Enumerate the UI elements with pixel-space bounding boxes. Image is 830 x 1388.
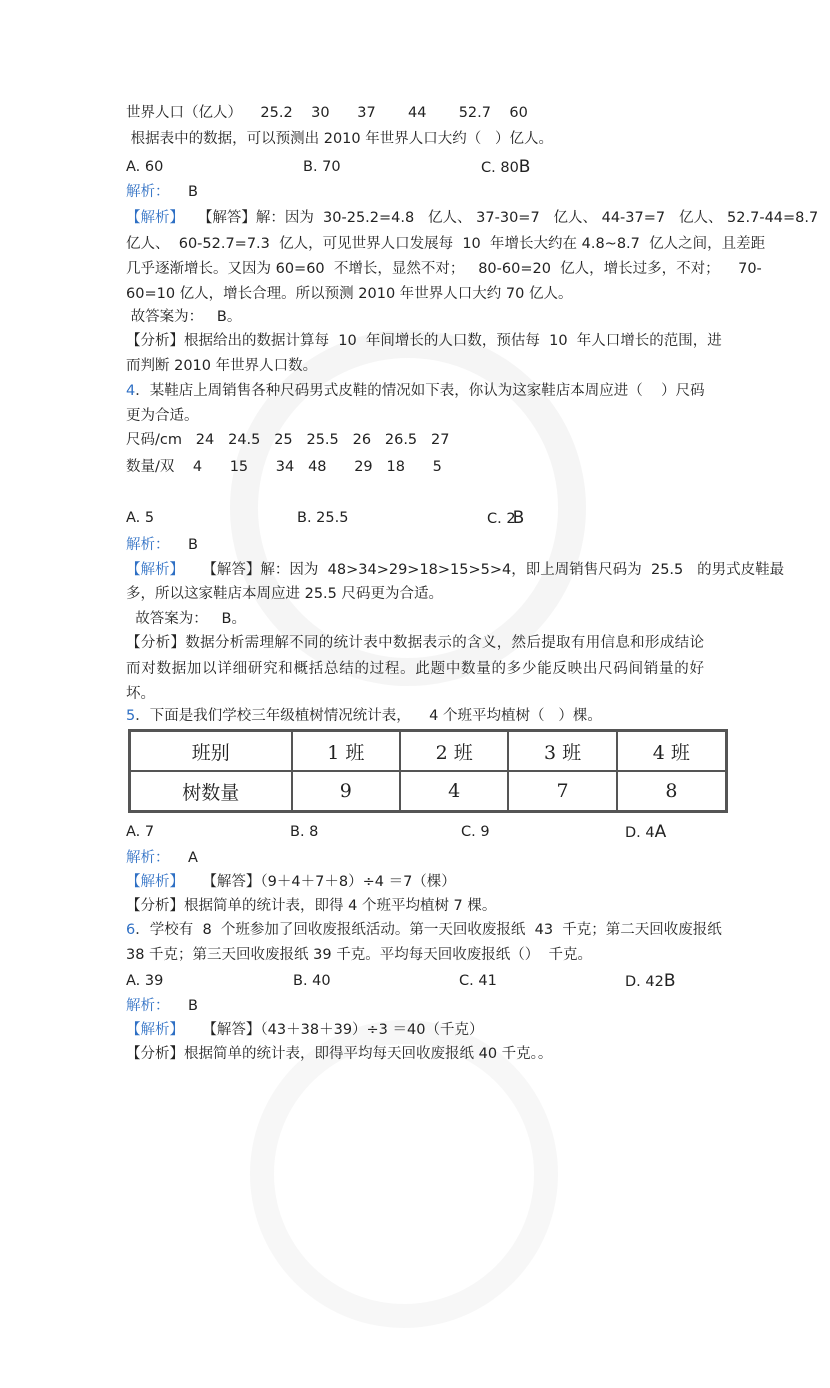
q3-solution-line-2: 亿人、 60-52.7=7.3 亿人，可见世界人口发展每 10 年增长大约在 4.8~8.7 亿人之间，且差距	[126, 236, 766, 252]
q6-answer: 解析： B	[126, 998, 198, 1014]
q5-option-a: A. 7	[126, 824, 155, 840]
q3-option-a: A. 60	[126, 159, 164, 175]
table-cell: 班别	[130, 731, 292, 772]
q3-analysis-line-1: 【分析】根据给出的数据计算每 10 年间增长的人口数，预估每 10 年人口增长的范围，进	[126, 333, 722, 349]
table-cell: 4 班	[617, 731, 727, 772]
q4-analysis-line-2: 而对数据加以详细研究和概括总结的过程。此题中数量的多少能反映出尺码间销量的好	[126, 661, 704, 677]
table-cell: 树数量	[130, 771, 292, 812]
shoe-quantity-row: 数量/双 4 15 34 48 29 18 5	[126, 459, 442, 475]
q4-conclusion: 故答案为： B。	[126, 611, 246, 627]
q6-option-c: C. 41	[459, 973, 497, 989]
q4-solution-line-1: 【解析】 【解答】解：因为 48>34>29>18>15>5>4，即上周销售尺码为 25.5 的男式皮鞋最	[126, 562, 785, 578]
q4-text-line-2: 更为合适。	[126, 408, 199, 424]
q4-analysis-line-3: 坏。	[126, 686, 155, 702]
table-cell: 4	[400, 771, 508, 812]
q4-option-b: B. 25.5	[297, 510, 349, 526]
q5-answer: 解析： A	[126, 850, 198, 866]
q3-option-c: C. 80B	[481, 157, 531, 177]
table-cell: 9	[292, 771, 400, 812]
q6-option-a: A. 39	[126, 973, 164, 989]
q5-option-b: B. 8	[290, 824, 319, 840]
q5-option-d: D. 4A	[625, 822, 667, 842]
q6-option-b: B. 40	[293, 973, 331, 989]
q4-option-a: A. 5	[126, 510, 155, 526]
q5-solution: 【解析】 【解答】（9＋4＋7＋8）÷4 ＝7（棵）	[126, 874, 456, 890]
q3-solution-line-3: 几乎逐渐增长。又因为 60=60 不增长，显然不对； 80-60=20 亿人，增长过多，不对； 70-	[126, 261, 762, 277]
q4-option-c: C. 2B	[487, 508, 525, 528]
q3-option-b: B. 70	[303, 159, 341, 175]
q4-text-line-1: 4．某鞋店上周销售各种尺码男式皮鞋的情况如下表，你认为这家鞋店本周应进（ ）尺码	[126, 383, 705, 399]
q3-solution-line-4: 60=10 亿人，增长合理。所以预测 2010 年世界人口大约 70 亿人。	[126, 286, 573, 302]
population-row: 世界人口（亿人） 25.2 30 37 44 52.7 60	[126, 105, 528, 121]
q6-solution: 【解析】 【解答】（43＋38＋39）÷3 ＝40（千克）	[126, 1022, 484, 1038]
q5-analysis: 【分析】根据简单的统计表，即得 4 个班平均植树 7 棵。	[126, 898, 497, 914]
q4-solution-line-2: 多，所以这家鞋店本周应进 25.5 尺码更为合适。	[126, 586, 444, 602]
shoe-size-row: 尺码/cm 24 24.5 25 25.5 26 26.5 27	[126, 432, 450, 448]
q6-analysis: 【分析】根据简单的统计表，即得平均每天回收废报纸 40 千克。。	[126, 1046, 553, 1062]
q3-solution-line-1: 【解析】 【解答】解：因为 30-25.2=4.8 亿人、 37-30=7 亿人、 44-37=7 亿人、 52.7-44=8.7	[126, 210, 819, 226]
q3-question: 根据表中的数据，可以预测出 2010 年世界人口大约（ ）亿人。	[126, 131, 554, 147]
table-row	[130, 771, 727, 812]
q3-answer: 解析： B	[126, 184, 198, 200]
q6-option-d: D. 42B	[625, 971, 676, 991]
q3-analysis-line-2: 而判断 2010 年世界人口数。	[126, 358, 318, 374]
q6-text-line-2: 38 千克；第三天回收废报纸 39 千克。平均每天回收废报纸（） 千克。	[126, 947, 592, 963]
table-cell: 8	[617, 771, 727, 812]
table-cell: 3 班	[508, 731, 616, 772]
q5-option-c: C. 9	[461, 824, 490, 840]
q6-text-line-1: 6．学校有 8 个班参加了回收废报纸活动。第一天回收废报纸 43 千克；第二天回收废报纸	[126, 922, 722, 938]
table-cell: 2 班	[400, 731, 508, 772]
q4-analysis-line-1: 【分析】数据分析需理解不同的统计表中数据表示的含义，然后提取有用信息和形成结论	[126, 635, 704, 651]
q3-conclusion: 故答案为： B。	[126, 309, 242, 325]
table-header-row	[130, 731, 727, 772]
q4-answer: 解析： B	[126, 537, 198, 553]
q5-text: 5．下面是我们学校三年级植树情况统计表， 4 个班平均植树（ ）棵。	[126, 708, 602, 724]
tree-planting-table	[128, 729, 728, 813]
table-cell: 1 班	[292, 731, 400, 772]
table-cell: 7	[508, 771, 616, 812]
